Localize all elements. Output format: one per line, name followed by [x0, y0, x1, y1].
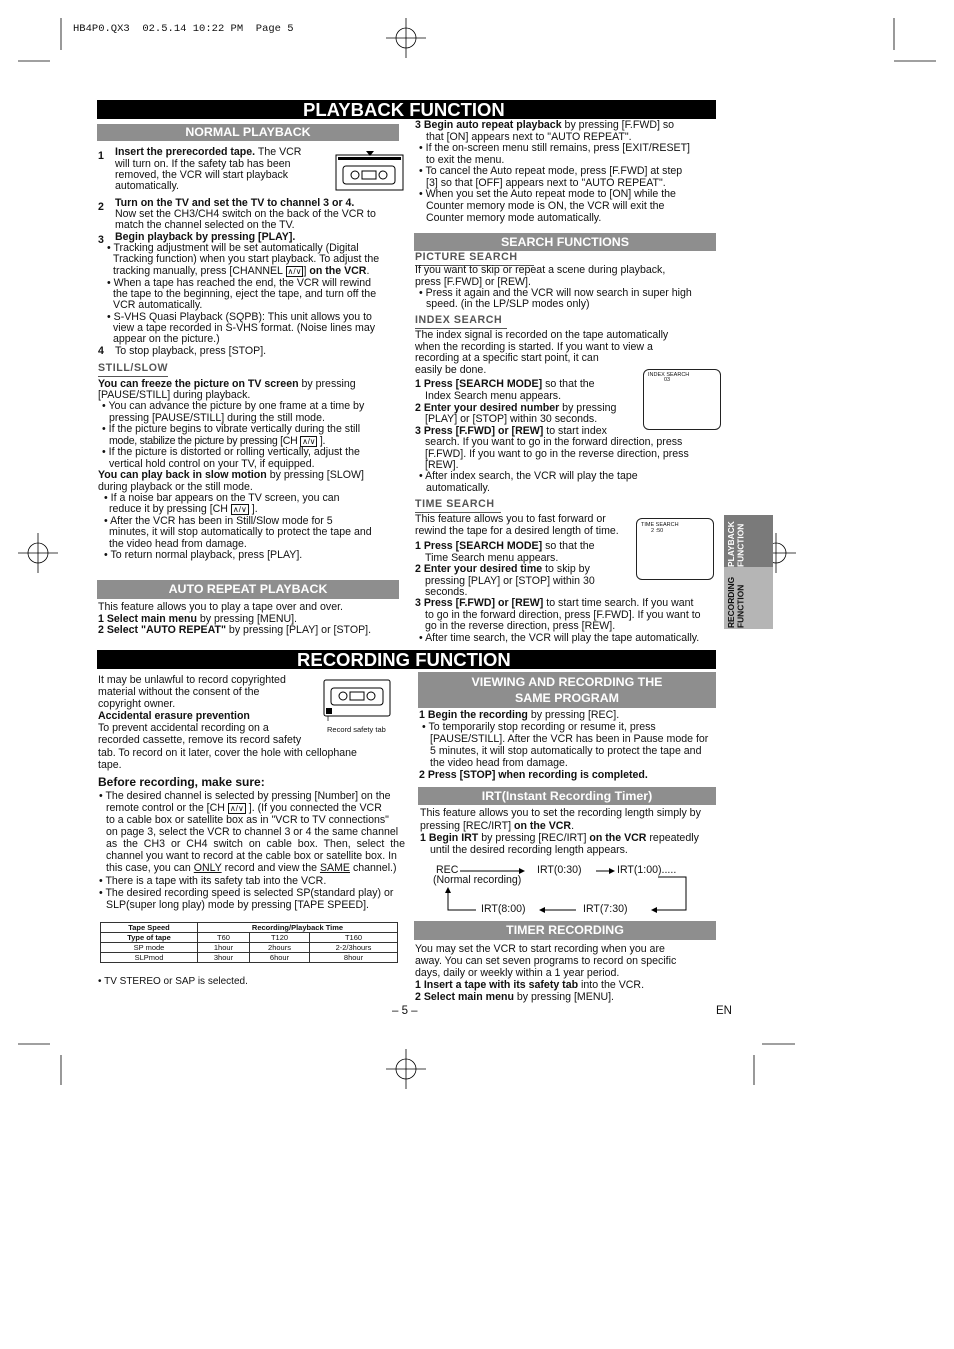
text-line: • To cancel the Auto repeat mode, press [F.FWD] at step [419, 165, 683, 177]
auto-step-1: 1 Select main menu by pressing [MENU]. [98, 613, 298, 625]
text-line: 5 minutes, it will stop automatically to protect the tape and [430, 745, 702, 757]
time-search-heading: TIME SEARCH [415, 499, 501, 513]
text-line: easily be done. [415, 364, 487, 376]
timer-step-1: 1 Insert a tape with its safety tab into the VCR. [415, 979, 645, 991]
time-step-1: 1 Press [SEARCH MODE] so that the [415, 540, 595, 552]
text-line: removed, the VCR will start playback [115, 169, 289, 181]
still-slow-heading: STILL/SLOW [98, 363, 168, 377]
text-line: appear on the picture.) [113, 333, 220, 345]
table-row [101, 933, 398, 943]
text-line: material without the consent of the [98, 686, 260, 698]
text-line: remote control or the [CH ∧/∨ ]. (If you connected the VCR [106, 802, 382, 814]
text-line: the video head from damage. [430, 757, 568, 769]
cassette-illustration [322, 678, 394, 722]
text-line: this case, you can ONLY record and view the SAME channel.) [106, 862, 397, 874]
text-line: • The desired channel is selected by pressing [Number] on the [99, 790, 391, 802]
text-line: the video head from damage. [109, 538, 247, 550]
text-line: • After time search, the VCR will play the tape automatically. [419, 632, 700, 644]
text-line: view a tape recorded in S-VHS format. (Noise lines may [113, 322, 376, 334]
table-cell: 2-2/3hours [310, 943, 398, 953]
text-line: match the channel selected on the TV. [115, 219, 295, 231]
view-step-1: 1 Begin the recording by pressing [REC]. [419, 709, 620, 721]
text-line: tape. [98, 759, 122, 771]
text-line: Tracking function) when you start playback. To adjust the [113, 253, 380, 265]
text-line: • Tracking adjustment will be set automatically (Digital [107, 242, 359, 254]
text-line: [3] so that [OFF] appears next to "AUTO REPEAT". [426, 177, 666, 189]
text-line: This feature allows you to set the recording length simply by [420, 807, 701, 819]
text-line: This feature allows you to fast forward or [415, 513, 606, 525]
text-line: [REW]. [425, 459, 459, 471]
text-line: • If the picture is distorted or rolling vertically, adjust the [102, 446, 360, 458]
text-line: the tape to the beginning, eject the tape, and turn off the [113, 288, 377, 300]
irt-030-label: IRT(0:30) [537, 864, 582, 876]
irt-heading: IRT(Instant Recording Timer) [418, 787, 716, 805]
text-line: It may be unlawful to record copyrighted [98, 674, 286, 686]
text-line: • If a noise bar appears on the TV screen, you can [104, 492, 340, 504]
table-cell: T60 [198, 933, 250, 943]
text-line: • To temporarily stop recording or resume it, press [422, 721, 656, 733]
text-line: will turn on. If the safety tab has been [115, 158, 291, 170]
playback-banner: PLAYBACK FUNCTION [97, 100, 716, 119]
screen-label: TIME SEARCH [641, 522, 679, 528]
up-down-icon: ∧/∨ [302, 437, 316, 446]
step-number: 2 [98, 201, 104, 213]
text-line: copyright owner. [98, 698, 176, 710]
text-line: to go in the forward direction, press [F.FWD]. If you want to [425, 609, 701, 621]
text-line: • After index search, the VCR will play the tape [419, 470, 638, 482]
text-line: [PLAY] or [STOP] within 30 seconds. [425, 413, 598, 425]
auto-step-2: 2 Select "AUTO REPEAT" by pressing [PLAY] or [STOP]. [98, 624, 372, 636]
text-line: Counter memory mode automatically. [426, 212, 602, 224]
table-cell: T160 [310, 933, 398, 943]
screen-value: 03 [664, 377, 671, 383]
text-line: SLP(super long play) mode by pressing [TAPE SPEED]. [106, 899, 370, 911]
text-line: go in the reverse direction, press [REW]. [425, 620, 616, 632]
text-line: Index Search menu appears. [425, 390, 562, 402]
text-line: The index signal is recorded on the tape automatically [415, 329, 669, 341]
auto-step-3: 3 Begin auto repeat playback by pressing [F.FWD] so [415, 119, 675, 131]
text-line: automatically. [426, 482, 490, 494]
recording-banner: RECORDING FUNCTION [97, 650, 716, 669]
table-cell: 3hour [198, 953, 250, 963]
language-code: EN [716, 1005, 732, 1017]
text-line: mode, stabilize the picture by pressing [CH ∧/∨ ]. [109, 435, 326, 447]
before-recording-heading: Before recording, make sure: [98, 775, 265, 789]
table-cell: 2hours [249, 943, 309, 953]
record-safety-tab-caption: Record safety tab [327, 725, 386, 734]
text-line: Time Search menu appears. [425, 552, 559, 564]
text-line: pressing [REC/IRT] on the VCR. [420, 820, 575, 832]
text-line: • The desired recording speed is selected SP(standard play) or [99, 887, 394, 899]
table-row [101, 923, 398, 933]
text-line: away. You can set seven programs to record on specific [415, 955, 677, 967]
text-line: on page 3, select the VCR to channel 3 or 4 the same channel [106, 826, 399, 838]
step-number: 1 [98, 150, 104, 162]
text-line: • If the on-screen menu still remains, press [EXIT/RESET] [419, 142, 690, 154]
heading-line: SAME PROGRAM [515, 691, 619, 705]
index-search-screen [643, 369, 721, 430]
table-cell: 8hour [310, 953, 398, 963]
time-step-2: 2 Enter your desired time to skip by [415, 563, 590, 575]
table-cell: 6hour [249, 953, 309, 963]
view-step-2: 2 Press [STOP] when recording is completed. [419, 769, 648, 781]
text-line: [F.FWD]. If you want to go in the reverse direction, press [425, 448, 689, 460]
heading-line: VIEWING AND RECORDING THE [471, 675, 663, 689]
text-line: reduce it by pressing [CH ∧/∨ ]. [109, 503, 258, 515]
text-line: press [F.FWD] or [REW]. [415, 276, 531, 288]
irt-step-1: 1 Begin IRT by pressing [REC/IRT] on the VCR repeatedly [420, 832, 699, 844]
text-line: • There is a tape with its safety tab into the VCR. [99, 875, 327, 887]
search-functions-heading: SEARCH FUNCTIONS [414, 233, 716, 251]
text-line: • S-VHS Quasi Playback (SQPB): This unit allows you to [107, 311, 372, 323]
text-line: that [ON] appears next to "AUTO REPEAT". [426, 131, 632, 143]
normal-playback-heading: NORMAL PLAYBACK [97, 124, 399, 141]
up-down-icon: ∧/∨ [229, 804, 244, 813]
side-tab-recording-label: RECORDING FUNCTION [726, 576, 746, 628]
viewing-recording-heading [418, 672, 716, 708]
text-line: You can play back in slow motion by pressing [SLOW] [98, 469, 364, 481]
index-step-3: 3 Press [F.FWD] or [REW] to start index [415, 425, 607, 437]
tape-insert-illustration [335, 150, 405, 192]
text-line: VCR automatically. [113, 299, 203, 311]
page-number: – 5 – [392, 1005, 418, 1017]
auto-repeat-heading: AUTO REPEAT PLAYBACK [97, 580, 399, 599]
irt-normal-label: (Normal recording) [433, 874, 522, 886]
text-line: minutes, it will stop automatically to protect the tape and [109, 526, 372, 538]
step-number: 4 [98, 345, 104, 357]
picture-search-heading: PICTURE SEARCH [415, 252, 534, 266]
text-line: to a cable box or satellite box as in "VCR to TV connections" [106, 814, 389, 826]
text-line: during playback or the still mode. [98, 481, 253, 493]
text-line: tab. To record on it later, cover the hole with cellophane [98, 747, 357, 759]
irt-cycle-arrows [440, 862, 690, 918]
text-line: pressing [PAUSE/STILL] during the still mode. [109, 412, 325, 424]
table-cell: SP mode [101, 943, 198, 953]
text-line: • If the picture begins to vibrate vertically during the still [102, 423, 361, 435]
time-step-3: 3 Press [F.FWD] or [REW] to start time search. If you want [415, 597, 694, 609]
text-line: as the CH3 or CH4 switch on cable box. Then, select the [106, 838, 405, 850]
text-line: when the recording is started. If you want to view a [415, 341, 653, 353]
table-cell: Type of tape [101, 933, 198, 943]
screen-label: INDEX SEARCH [648, 372, 690, 378]
text-line: days, daily or weekly within a 1 year period. [415, 967, 620, 979]
table-row [101, 953, 398, 963]
text-line: vertical hold control on your TV, if equipped. [109, 458, 315, 470]
text-line: • When you set the Auto repeat mode to [ON] while the [419, 188, 676, 200]
table-cell: SLPmod [101, 953, 198, 963]
up-down-icon: ∧/∨ [287, 267, 302, 276]
index-step-1: 1 Press [SEARCH MODE] so that the [415, 378, 595, 390]
text-line: tracking manually, press [CHANNEL ∧/∨ ] on the VCR. [113, 265, 370, 277]
normal-step-3: Begin playback by pressing [PLAY]. [115, 231, 296, 243]
text-line: • Press it again and the VCR will now search in super high [419, 287, 692, 299]
text-line: seconds. [425, 586, 468, 598]
accidental-erasure-heading: Accidental erasure prevention [98, 710, 250, 722]
normal-step-2: Turn on the TV and set the TV to channel 3 or 4. [115, 197, 355, 209]
text-line: channel you want to record at the cable box or satellite box. In [106, 850, 397, 862]
text-line: [PAUSE/STILL]. After the VCR has been in Pause mode for [430, 733, 709, 745]
table-header: Recording/Playback Time [198, 923, 398, 933]
text-line: pressing [PLAY] or [STOP] within 30 [425, 575, 595, 587]
text-line: automatically. [115, 180, 179, 192]
text-line: search. If you want to go in the forward direction, press [425, 436, 683, 448]
text-line: to exit the menu. [426, 154, 505, 166]
normal-step-1: Insert the prerecorded tape. The VCR [115, 146, 302, 158]
index-search-heading: INDEX SEARCH [415, 315, 507, 329]
timer-step-2: 2 Select main menu by pressing [MENU]. [415, 991, 615, 1003]
text-line: To prevent accidental recording on a [98, 722, 269, 734]
text-line: until the desired recording length appears. [430, 844, 628, 856]
text-line: recording at a specific start point, it can [415, 352, 599, 364]
text-line: This feature allows you to play a tape over and over. [98, 601, 343, 613]
file-header: HB4P0.QX3 02.5.14 10:22 PM Page 5 [73, 23, 294, 35]
text-line: You can freeze the picture on TV screen by pressing [98, 378, 356, 390]
irt-100-label: IRT(1:00)..... [617, 864, 677, 876]
text-line: • You can advance the picture by one frame at a time by [102, 400, 365, 412]
table-row [101, 943, 398, 953]
text-line: Counter memory mode is ON, the VCR will exit the [426, 200, 665, 212]
text-line: [PAUSE/STILL] during playback. [98, 389, 251, 401]
text-line: speed. (in the LP/SLP modes only) [426, 298, 590, 310]
normal-step-4: To stop playback, press [STOP]. [115, 345, 267, 357]
text-line: • TV STEREO or SAP is selected. [98, 976, 248, 987]
text-line: Now set the CH3/CH4 switch on the back of the VCR to [115, 208, 376, 220]
text-line: • After the VCR has been in Still/Slow mode for 5 [104, 515, 333, 527]
irt-800-label: IRT(8:00) [481, 903, 526, 915]
up-down-icon: ∧/∨ [232, 505, 247, 514]
time-search-screen [636, 518, 714, 580]
timer-recording-heading: TIMER RECORDING [414, 921, 716, 940]
text-line: recorded cassette, remove its record safety [98, 734, 302, 746]
text-line: rewind the tape for a desired length of time. [415, 525, 619, 537]
table-cell: T120 [249, 933, 309, 943]
table-header: Tape Speed [101, 923, 198, 933]
text-line: • To return normal playback, press [PLAY]. [104, 549, 303, 561]
text-line: If you want to skip or repeat a scene during playback, [415, 264, 666, 276]
index-step-2: 2 Enter your desired number by pressing [415, 402, 617, 414]
text-line: • When a tape has reached the end, the VCR will rewind [107, 277, 371, 289]
screen-value: 2 :50 [651, 528, 664, 534]
table-cell: 1hour [198, 943, 250, 953]
irt-rec-label: REC [436, 864, 459, 876]
side-tab-playback-label: PLAYBACK FUNCTION [726, 521, 746, 567]
text-line: You may set the VCR to start recording when you are [415, 943, 665, 955]
irt-730-label: IRT(7:30) [583, 903, 628, 915]
tape-speed-table [100, 922, 398, 963]
step-number: 3 [98, 234, 104, 246]
